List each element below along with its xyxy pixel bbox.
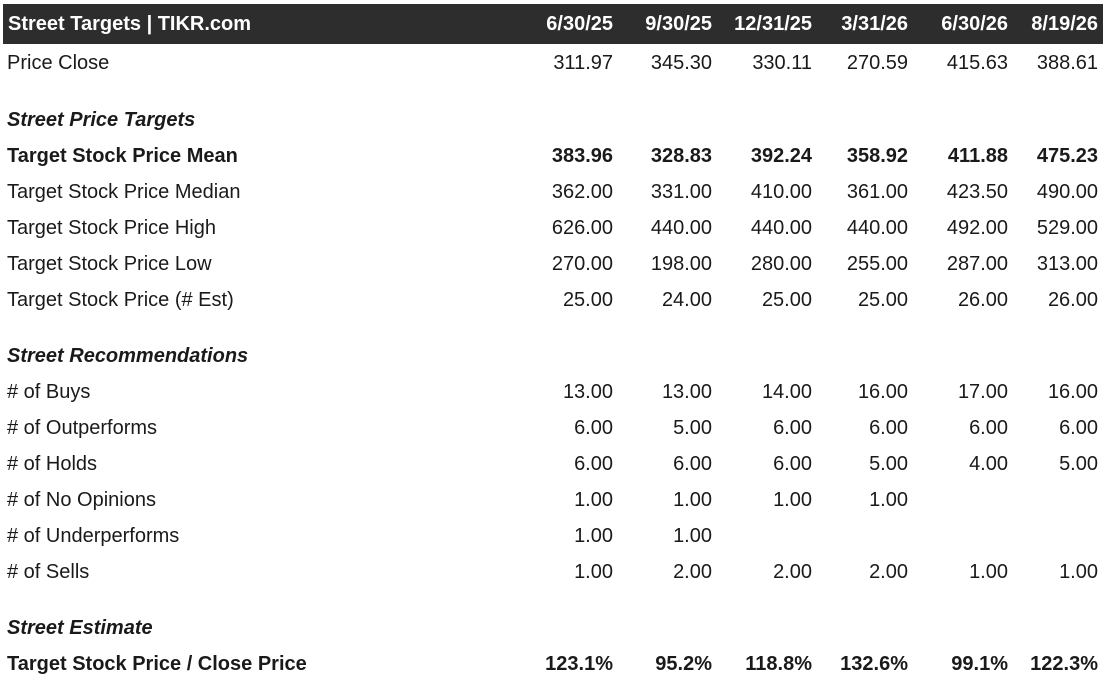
cell-value: 626.00 — [551, 216, 613, 239]
cell-value: 132.6% — [840, 652, 908, 675]
cell-value: 1.00 — [574, 488, 613, 511]
cell-value: 270.59 — [846, 51, 908, 74]
cell-value: 6.00 — [773, 452, 812, 475]
cell-value: 6.00 — [1059, 416, 1098, 439]
cell-value: 1.00 — [673, 524, 712, 547]
table-row-target-median — [3, 174, 1103, 210]
cell-value: 1.00 — [1059, 560, 1098, 583]
cell-value: 26.00 — [957, 288, 1008, 311]
cell-value: 5.00 — [673, 416, 712, 439]
cell-value: 14.00 — [761, 380, 812, 403]
table-row-holds — [3, 446, 1103, 482]
cell-value: 280.00 — [750, 252, 812, 275]
cell-value: 6.00 — [969, 416, 1008, 439]
cell-value: 423.50 — [946, 180, 1008, 203]
cell-value: 5.00 — [1059, 452, 1098, 475]
cell-value: 17.00 — [957, 380, 1008, 403]
cell-value: 4.00 — [969, 452, 1008, 475]
cell-value: 123.1% — [545, 652, 613, 675]
cell-value: 95.2% — [655, 652, 712, 675]
cell-value: 411.88 — [947, 144, 1008, 167]
cell-value: 24.00 — [661, 288, 712, 311]
row-label: Target Stock Price Mean — [7, 144, 238, 167]
column-header-date: 8/19/26 — [1013, 4, 1103, 44]
cell-value: 287.00 — [946, 252, 1008, 275]
table-row-target-close-ratio — [3, 646, 1103, 682]
cell-value: 6.00 — [773, 416, 812, 439]
cell-value: 358.92 — [846, 144, 908, 167]
row-label: # of Outperforms — [7, 416, 158, 439]
cell-value: 122.3% — [1030, 652, 1098, 675]
cell-value: 361.00 — [846, 180, 908, 203]
cell-value: 16.00 — [857, 380, 908, 403]
column-header-date: 6/30/25 — [517, 4, 618, 44]
cell-value: 25.00 — [562, 288, 613, 311]
cell-value: 25.00 — [761, 288, 812, 311]
cell-value: 331.00 — [650, 180, 712, 203]
cell-value: 388.61 — [1036, 51, 1098, 74]
cell-value: 6.00 — [673, 452, 712, 475]
cell-value: 2.00 — [673, 560, 712, 583]
cell-value: 362.00 — [551, 180, 613, 203]
cell-value: 492.00 — [946, 216, 1008, 239]
table-row-target-est-count — [3, 282, 1103, 318]
cell-value: 198.00 — [650, 252, 712, 275]
cell-value — [1013, 518, 1103, 554]
row-label: # of Underperforms — [7, 524, 180, 547]
table-row-price-close — [3, 44, 1103, 82]
cell-value: 1.00 — [869, 488, 908, 511]
row-label: # of Buys — [7, 380, 91, 403]
cell-value: 99.1% — [951, 652, 1008, 675]
table-header-row — [3, 4, 1103, 44]
cell-value — [1013, 482, 1103, 518]
cell-value: 13.00 — [562, 380, 613, 403]
cell-value: 490.00 — [1036, 180, 1098, 203]
table-row-outperforms — [3, 410, 1103, 446]
cell-value — [913, 518, 1013, 554]
cell-value — [913, 482, 1013, 518]
table-row-buys — [3, 374, 1103, 410]
row-label: Price Close — [7, 51, 110, 74]
cell-value: 313.00 — [1036, 252, 1098, 275]
section-header-estimate — [3, 590, 1103, 646]
cell-value: 16.00 — [1047, 380, 1098, 403]
cell-value: 1.00 — [773, 488, 812, 511]
column-header-date: 12/31/25 — [717, 4, 817, 44]
cell-value: 392.24 — [750, 144, 812, 167]
street-targets-table — [3, 4, 1103, 682]
table-row-target-low — [3, 246, 1103, 282]
table-row-target-high — [3, 210, 1103, 246]
section-title: Street Price Targets — [7, 108, 196, 131]
row-label: Target Stock Price / Close Price — [7, 652, 307, 675]
cell-value: 2.00 — [773, 560, 812, 583]
cell-value: 383.96 — [551, 144, 613, 167]
row-label: Target Stock Price Low — [7, 252, 212, 275]
row-label: # of Holds — [7, 452, 98, 475]
table-title: Street Targets | TIKR.com — [3, 4, 517, 44]
table-row-target-mean — [3, 138, 1103, 174]
cell-value: 415.63 — [946, 51, 1008, 74]
cell-value: 6.00 — [574, 452, 613, 475]
cell-value: 475.23 — [1036, 144, 1098, 167]
cell-value: 13.00 — [661, 380, 712, 403]
cell-value: 311.97 — [553, 51, 613, 74]
cell-value: 1.00 — [574, 524, 613, 547]
row-label: Target Stock Price Median — [7, 180, 241, 203]
cell-value: 6.00 — [574, 416, 613, 439]
cell-value: 270.00 — [551, 252, 613, 275]
table-row-sells — [3, 554, 1103, 590]
cell-value: 410.00 — [750, 180, 812, 203]
cell-value — [717, 518, 817, 554]
cell-value: 440.00 — [750, 216, 812, 239]
section-header-recommendations — [3, 318, 1103, 374]
cell-value — [817, 518, 913, 554]
cell-value: 345.30 — [650, 51, 712, 74]
column-header-date: 9/30/25 — [618, 4, 717, 44]
cell-value: 6.00 — [869, 416, 908, 439]
section-header-price-targets — [3, 82, 1103, 138]
cell-value: 330.11 — [752, 51, 812, 74]
section-title: Street Recommendations — [7, 344, 249, 367]
column-header-date: 3/31/26 — [817, 4, 913, 44]
cell-value: 328.83 — [650, 144, 712, 167]
table-row-underperforms — [3, 518, 1103, 554]
cell-value: 118.8% — [745, 652, 812, 675]
row-label: # of Sells — [7, 560, 90, 583]
cell-value: 1.00 — [673, 488, 712, 511]
section-title: Street Estimate — [7, 616, 153, 639]
cell-value: 1.00 — [574, 560, 613, 583]
cell-value: 26.00 — [1047, 288, 1098, 311]
cell-value: 529.00 — [1036, 216, 1098, 239]
cell-value: 1.00 — [969, 560, 1008, 583]
cell-value: 2.00 — [869, 560, 908, 583]
cell-value: 440.00 — [650, 216, 712, 239]
row-label: # of No Opinions — [7, 488, 156, 511]
cell-value: 440.00 — [846, 216, 908, 239]
row-label: Target Stock Price High — [7, 216, 216, 239]
row-label: Target Stock Price (# Est) — [7, 288, 234, 311]
cell-value: 255.00 — [846, 252, 908, 275]
cell-value: 5.00 — [869, 452, 908, 475]
table-row-no-opinions — [3, 482, 1103, 518]
cell-value: 25.00 — [857, 288, 908, 311]
column-header-date: 6/30/26 — [913, 4, 1013, 44]
